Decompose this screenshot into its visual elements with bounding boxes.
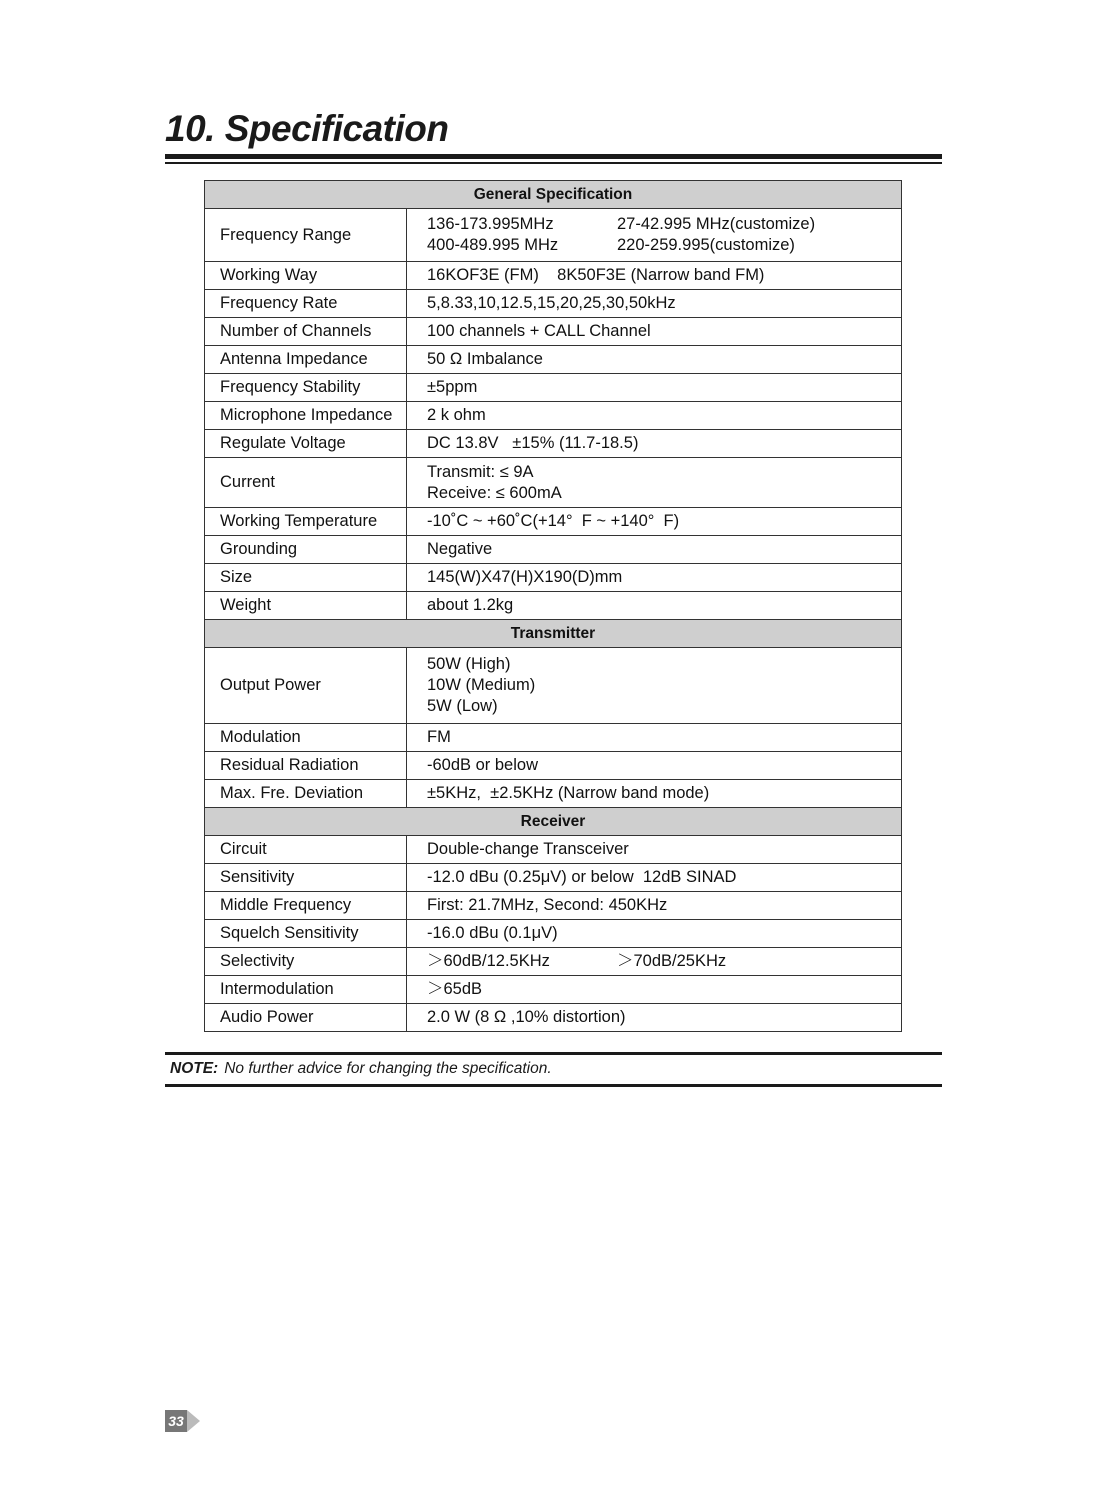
table-row xyxy=(205,592,902,620)
table-row xyxy=(205,564,902,592)
page-title: 10. Specification xyxy=(165,108,449,149)
spec-label: Weight xyxy=(205,592,407,620)
spec-value: ±5KHz, ±2.5KHz (Narrow band mode) xyxy=(407,780,902,808)
table-row xyxy=(205,346,902,374)
spec-label: Size xyxy=(205,564,407,592)
spec-label: Audio Power xyxy=(205,1004,407,1032)
spec-label: Grounding xyxy=(205,536,407,564)
spec-label: Frequency Range xyxy=(205,209,407,262)
title-rule-thick xyxy=(165,154,942,159)
spec-value: about 1.2kg xyxy=(407,592,902,620)
spec-value: 100 channels + CALL Channel xyxy=(407,318,902,346)
note xyxy=(170,1060,552,1078)
spec-value xyxy=(407,648,902,724)
freq-range-value: 220-259.995(customize) xyxy=(617,236,795,254)
table-row xyxy=(205,724,902,752)
spec-label: Current xyxy=(205,458,407,508)
note-label: NOTE: xyxy=(170,1060,219,1077)
table-row xyxy=(205,508,902,536)
spec-label: Output Power xyxy=(205,648,407,724)
section-heading: Receiver xyxy=(205,808,902,836)
table-row xyxy=(205,430,902,458)
spec-value: 16KOF3E (FM) 8K50F3E (Narrow band FM) xyxy=(407,262,902,290)
current-transmit: Transmit: ≤ 9A xyxy=(427,462,534,481)
spec-label: Frequency Stability xyxy=(205,374,407,402)
page-number: 33 xyxy=(165,1410,187,1432)
spec-value: 50 Ω Imbalance xyxy=(407,346,902,374)
table-row xyxy=(205,976,902,1004)
spec-value: Negative xyxy=(407,536,902,564)
current-receive: Receive: ≤ 600mA xyxy=(427,483,562,502)
spec-label: Microphone Impedance xyxy=(205,402,407,430)
specification-table xyxy=(204,180,902,1032)
spec-value xyxy=(407,458,902,508)
freq-range-value: 136-173.995MHz xyxy=(427,215,554,233)
table-row xyxy=(205,752,902,780)
table-row xyxy=(205,209,902,262)
section-heading: General Specification xyxy=(205,181,902,209)
section-header-general xyxy=(205,181,902,209)
selectivity-value: ＞70dB/25KHz xyxy=(617,952,727,970)
spec-value: -10˚C ~ +60˚C(+14° F ~ +140° F) xyxy=(407,508,902,536)
spec-value: First: 21.7MHz, Second: 450KHz xyxy=(407,892,902,920)
table-row xyxy=(205,1004,902,1032)
output-power-high: 50W (High) xyxy=(427,655,511,673)
table-row xyxy=(205,648,902,724)
spec-label: Number of Channels xyxy=(205,318,407,346)
spec-value: Double-change Transceiver xyxy=(407,836,902,864)
spec-value: 2 k ohm xyxy=(407,402,902,430)
output-power-medium: 10W (Medium) xyxy=(427,676,536,694)
section-header-receiver xyxy=(205,808,902,836)
spec-value: ＞65dB xyxy=(407,976,902,1004)
table-row xyxy=(205,458,902,508)
selectivity-value: ＞60dB/12.5KHz xyxy=(427,952,550,970)
table-row xyxy=(205,948,902,976)
spec-label: Intermodulation xyxy=(205,976,407,1004)
table-row xyxy=(205,920,902,948)
table-row xyxy=(205,836,902,864)
spec-label: Middle Frequency xyxy=(205,892,407,920)
table-row xyxy=(205,780,902,808)
spec-label: Working Temperature xyxy=(205,508,407,536)
table-row xyxy=(205,402,902,430)
spec-value xyxy=(407,948,902,976)
spec-label: Residual Radiation xyxy=(205,752,407,780)
spec-value: ±5ppm xyxy=(407,374,902,402)
spec-value: FM xyxy=(407,724,902,752)
spec-label: Frequency Rate xyxy=(205,290,407,318)
freq-range-value: 400-489.995 MHz xyxy=(427,236,559,254)
spec-label: Sensitivity xyxy=(205,864,407,892)
spec-value: 2.0 W (8 Ω ,10% distortion) xyxy=(407,1004,902,1032)
page-number-tab xyxy=(187,1410,200,1432)
spec-value: -12.0 dBu (0.25μV) or below 12dB SINAD xyxy=(407,864,902,892)
note-text: No further advice for changing the specification. xyxy=(224,1060,552,1077)
table-row xyxy=(205,262,902,290)
spec-label: Selectivity xyxy=(205,948,407,976)
spec-label: Regulate Voltage xyxy=(205,430,407,458)
spec-label: Circuit xyxy=(205,836,407,864)
title-rule-thin xyxy=(165,162,942,164)
table-row xyxy=(205,864,902,892)
output-power-low: 5W (Low) xyxy=(427,697,498,715)
spec-label: Antenna Impedance xyxy=(205,346,407,374)
spec-label: Squelch Sensitivity xyxy=(205,920,407,948)
note-rule-bottom xyxy=(165,1084,942,1087)
table-row xyxy=(205,290,902,318)
spec-value xyxy=(407,209,902,262)
spec-label: Modulation xyxy=(205,724,407,752)
table-row xyxy=(205,536,902,564)
spec-value: 145(W)X47(H)X190(D)mm xyxy=(407,564,902,592)
table-row xyxy=(205,374,902,402)
table-row xyxy=(205,318,902,346)
spec-value: DC 13.8V ±15% (11.7-18.5) xyxy=(407,430,902,458)
section-header-transmitter xyxy=(205,620,902,648)
spec-label: Working Way xyxy=(205,262,407,290)
spec-label: Max. Fre. Deviation xyxy=(205,780,407,808)
spec-value: 5,8.33,10,12.5,15,20,25,30,50kHz xyxy=(407,290,902,318)
table-row xyxy=(205,892,902,920)
spec-value: -60dB or below xyxy=(407,752,902,780)
section-heading: Transmitter xyxy=(205,620,902,648)
spec-value: -16.0 dBu (0.1μV) xyxy=(407,920,902,948)
note-rule-top xyxy=(165,1052,942,1055)
freq-range-value: 27-42.995 MHz(customize) xyxy=(617,215,816,233)
